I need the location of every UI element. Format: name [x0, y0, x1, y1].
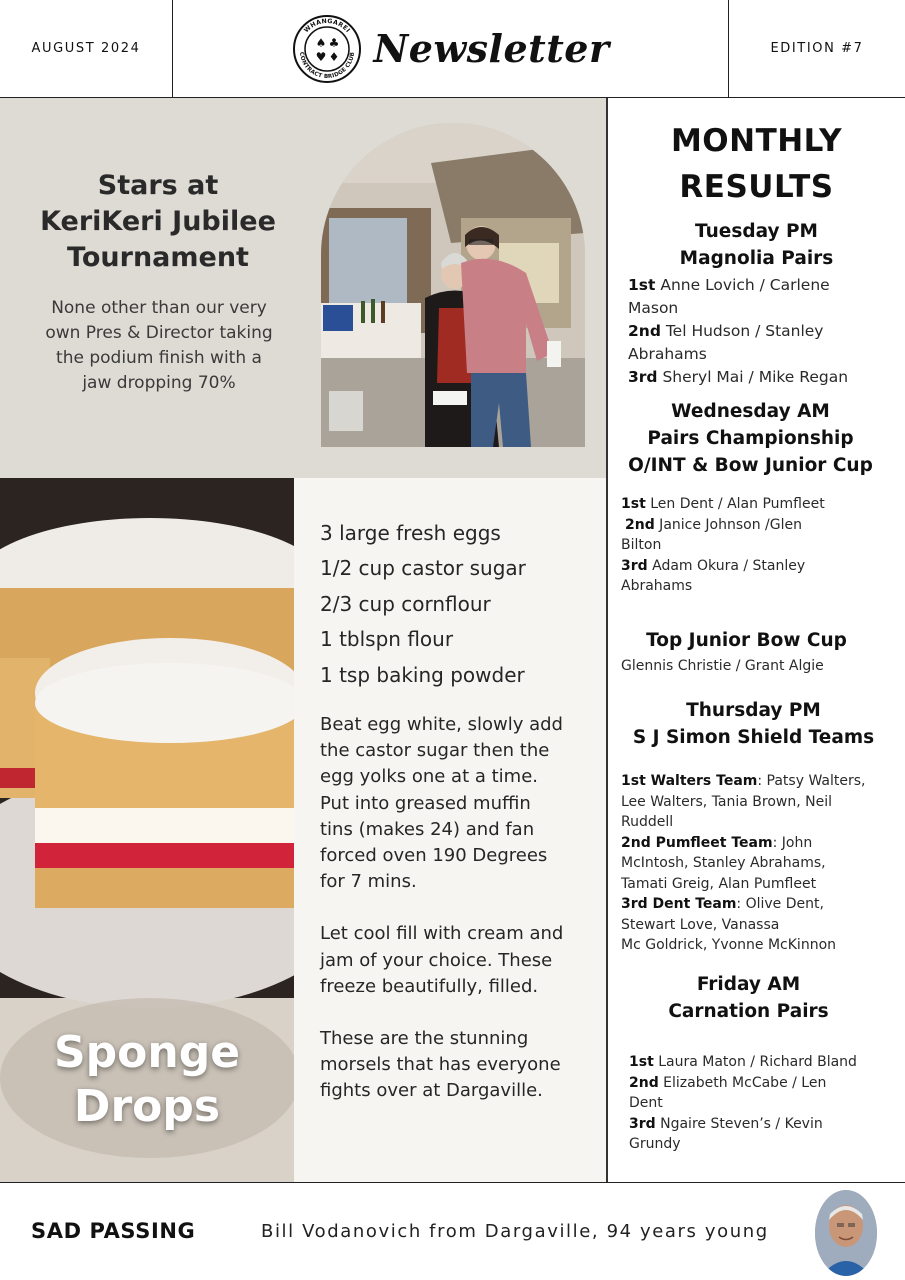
recipe-method	[320, 712, 595, 1131]
result-line: 2nd Pumfleet Team: John	[621, 834, 813, 851]
result-line: Ruddell	[621, 814, 674, 830]
result-line: Mc Goldrick, Yvonne McKinnon	[621, 937, 837, 953]
svg-text:WHANGAREI: WHANGAREI	[302, 17, 351, 34]
stars-description: None other than our very own Pres & Director taking the podium finish with a jaw dropping 70%	[45, 298, 273, 393]
masthead	[0, 0, 905, 98]
friday-heading: Friday AM Carnation Pairs	[668, 974, 829, 1022]
tuesday-results	[628, 274, 848, 389]
avatar	[815, 1190, 877, 1276]
issue-date: AUGUST 2024	[0, 0, 173, 97]
ingredient-item: 3 large fresh eggs	[320, 521, 501, 545]
svg-text:♠: ♠	[315, 35, 326, 50]
masthead-title-area	[173, 0, 728, 97]
svg-text:♦: ♦	[328, 49, 339, 64]
sponge-photo	[0, 478, 294, 1182]
result-line: Abrahams	[628, 345, 707, 363]
footer-notice	[0, 1182, 905, 1280]
method-paragraph: Let cool fill with cream and jam of your choice. These freeze beautifully, filled.	[320, 923, 564, 997]
result-line: Dent	[629, 1095, 663, 1111]
wednesday-heading: Wednesday AM Pairs Championship O/INT & Bow Junior Cup	[628, 401, 873, 476]
result-line: Grundy	[629, 1136, 681, 1152]
result-line: Glennis Christie / Grant Algie	[621, 658, 824, 674]
results-heading: MONTHLY RESULTS	[670, 123, 843, 205]
friday-results	[629, 1052, 857, 1155]
monthly-results	[608, 98, 905, 1183]
ingredient-item: 2/3 cup cornflour	[320, 591, 491, 616]
wednesday-results	[621, 494, 825, 597]
result-line: 3rd Sheryl Mai / Mike Regan	[628, 368, 849, 386]
recipe-panel	[294, 478, 606, 1182]
sad-passing-label: SAD PASSING	[31, 1219, 196, 1243]
result-line: Tamati Greig, Alan Pumfleet	[621, 875, 817, 892]
result-line: Abrahams	[621, 578, 693, 594]
newsletter-title: Newsletter	[373, 26, 610, 71]
thursday-results	[621, 771, 865, 956]
ingredient-item: 1 tblspn flour	[320, 627, 454, 652]
method-paragraph: Beat egg white, slowly add the castor sugar then the egg yolks one at a time. Put into greased muffin tins (makes 24) and fan forced oven 190 Degrees for 7 mins.	[320, 714, 563, 893]
club-logo	[292, 14, 362, 84]
svg-text:CONTRACT BRIDGE CLUB: CONTRACT BRIDGE CLUB	[297, 51, 356, 80]
stars-feature	[0, 98, 606, 478]
result-line: 2nd Elizabeth McCabe / Len	[629, 1074, 827, 1091]
result-line: Stewart Love, Vanassa	[621, 916, 780, 933]
result-line: 2nd Tel Hudson / Stanley	[628, 322, 824, 340]
sad-passing-text: Bill Vodanovich from Dargaville, 94 years young	[261, 1221, 769, 1242]
svg-text:♥: ♥	[315, 49, 326, 64]
method-paragraph: These are the stunning morsels that has everyone fights over at Dargaville.	[320, 1028, 561, 1102]
winners-photo	[321, 123, 585, 447]
result-line: McIntosh, Stanley Abrahams,	[621, 855, 826, 871]
stars-heading: Stars at KeriKeri Jubilee Tournament	[40, 170, 276, 273]
svg-text:♣: ♣	[328, 35, 339, 50]
bowcup-results	[621, 656, 824, 677]
ingredient-item: 1/2 cup castor sugar	[320, 556, 526, 581]
result-line: 1st Len Dent / Alan Pumfleet	[621, 496, 825, 512]
result-line: 1st Laura Maton / Richard Bland	[629, 1054, 857, 1070]
result-line: 3rd Dent Team: Olive Dent,	[621, 896, 824, 912]
ingredient-list	[320, 516, 526, 693]
tuesday-heading: Tuesday PM Magnolia Pairs	[679, 221, 834, 269]
result-line: 3rd Adam Okura / Stanley	[621, 557, 806, 574]
result-line: 2nd Janice Johnson /Glen	[625, 516, 802, 533]
thursday-heading: Thursday PM S J Simon Shield Teams	[632, 700, 875, 748]
recipe-title: Sponge Drops	[53, 1027, 241, 1132]
result-line: 3rd Ngaire Steven’s / Kevin	[629, 1115, 823, 1132]
result-line: Lee Walters, Tania Brown, Neil	[621, 793, 833, 810]
result-line: 1st Anne Lovich / Carlene	[628, 276, 830, 294]
result-line: Bilton	[621, 537, 662, 553]
edition-number: EDITION #7	[728, 0, 905, 97]
winners-photo-illustration	[321, 123, 585, 447]
portrait-illustration	[815, 1190, 877, 1276]
result-line: Mason	[628, 299, 679, 317]
bowcup-heading: Top Junior Bow Cup	[646, 630, 847, 651]
ingredient-item: 1 tsp baking powder	[320, 662, 525, 687]
result-line: 1st Walters Team: Patsy Walters,	[621, 773, 866, 789]
